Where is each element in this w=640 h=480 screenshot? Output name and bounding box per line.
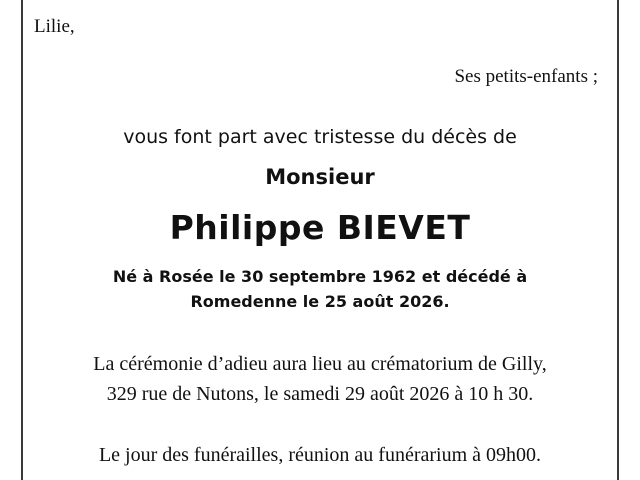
grandchildren-text: Ses petits-enfants ; — [454, 66, 598, 87]
ceremony-line-1: La cérémonie d’adieu aura lieu au crématorium de Gilly, — [93, 353, 547, 375]
dates-line-1: Né à Rosée le 30 septembre 1962 et décédé à — [112, 267, 528, 286]
birth-death-dates — [0, 264, 640, 314]
salutation-text: Lilie, — [34, 16, 75, 37]
deceased-name: Philippe BIEVET — [169, 208, 471, 247]
funeral-meeting-text: Le jour des funérailles, réunion au funérarium à 09h00. — [98, 444, 542, 466]
announcement-text: vous font part avec tristesse du décès de — [123, 126, 517, 148]
dates-line-2: Romedenne le 25 août 2026. — [190, 292, 450, 311]
honorific-title: Monsieur — [265, 165, 375, 189]
ceremony-details — [0, 349, 640, 409]
ceremony-line-2: 329 rue de Nutons, le samedi 29 août 2026 à 10 h 30. — [106, 383, 534, 405]
